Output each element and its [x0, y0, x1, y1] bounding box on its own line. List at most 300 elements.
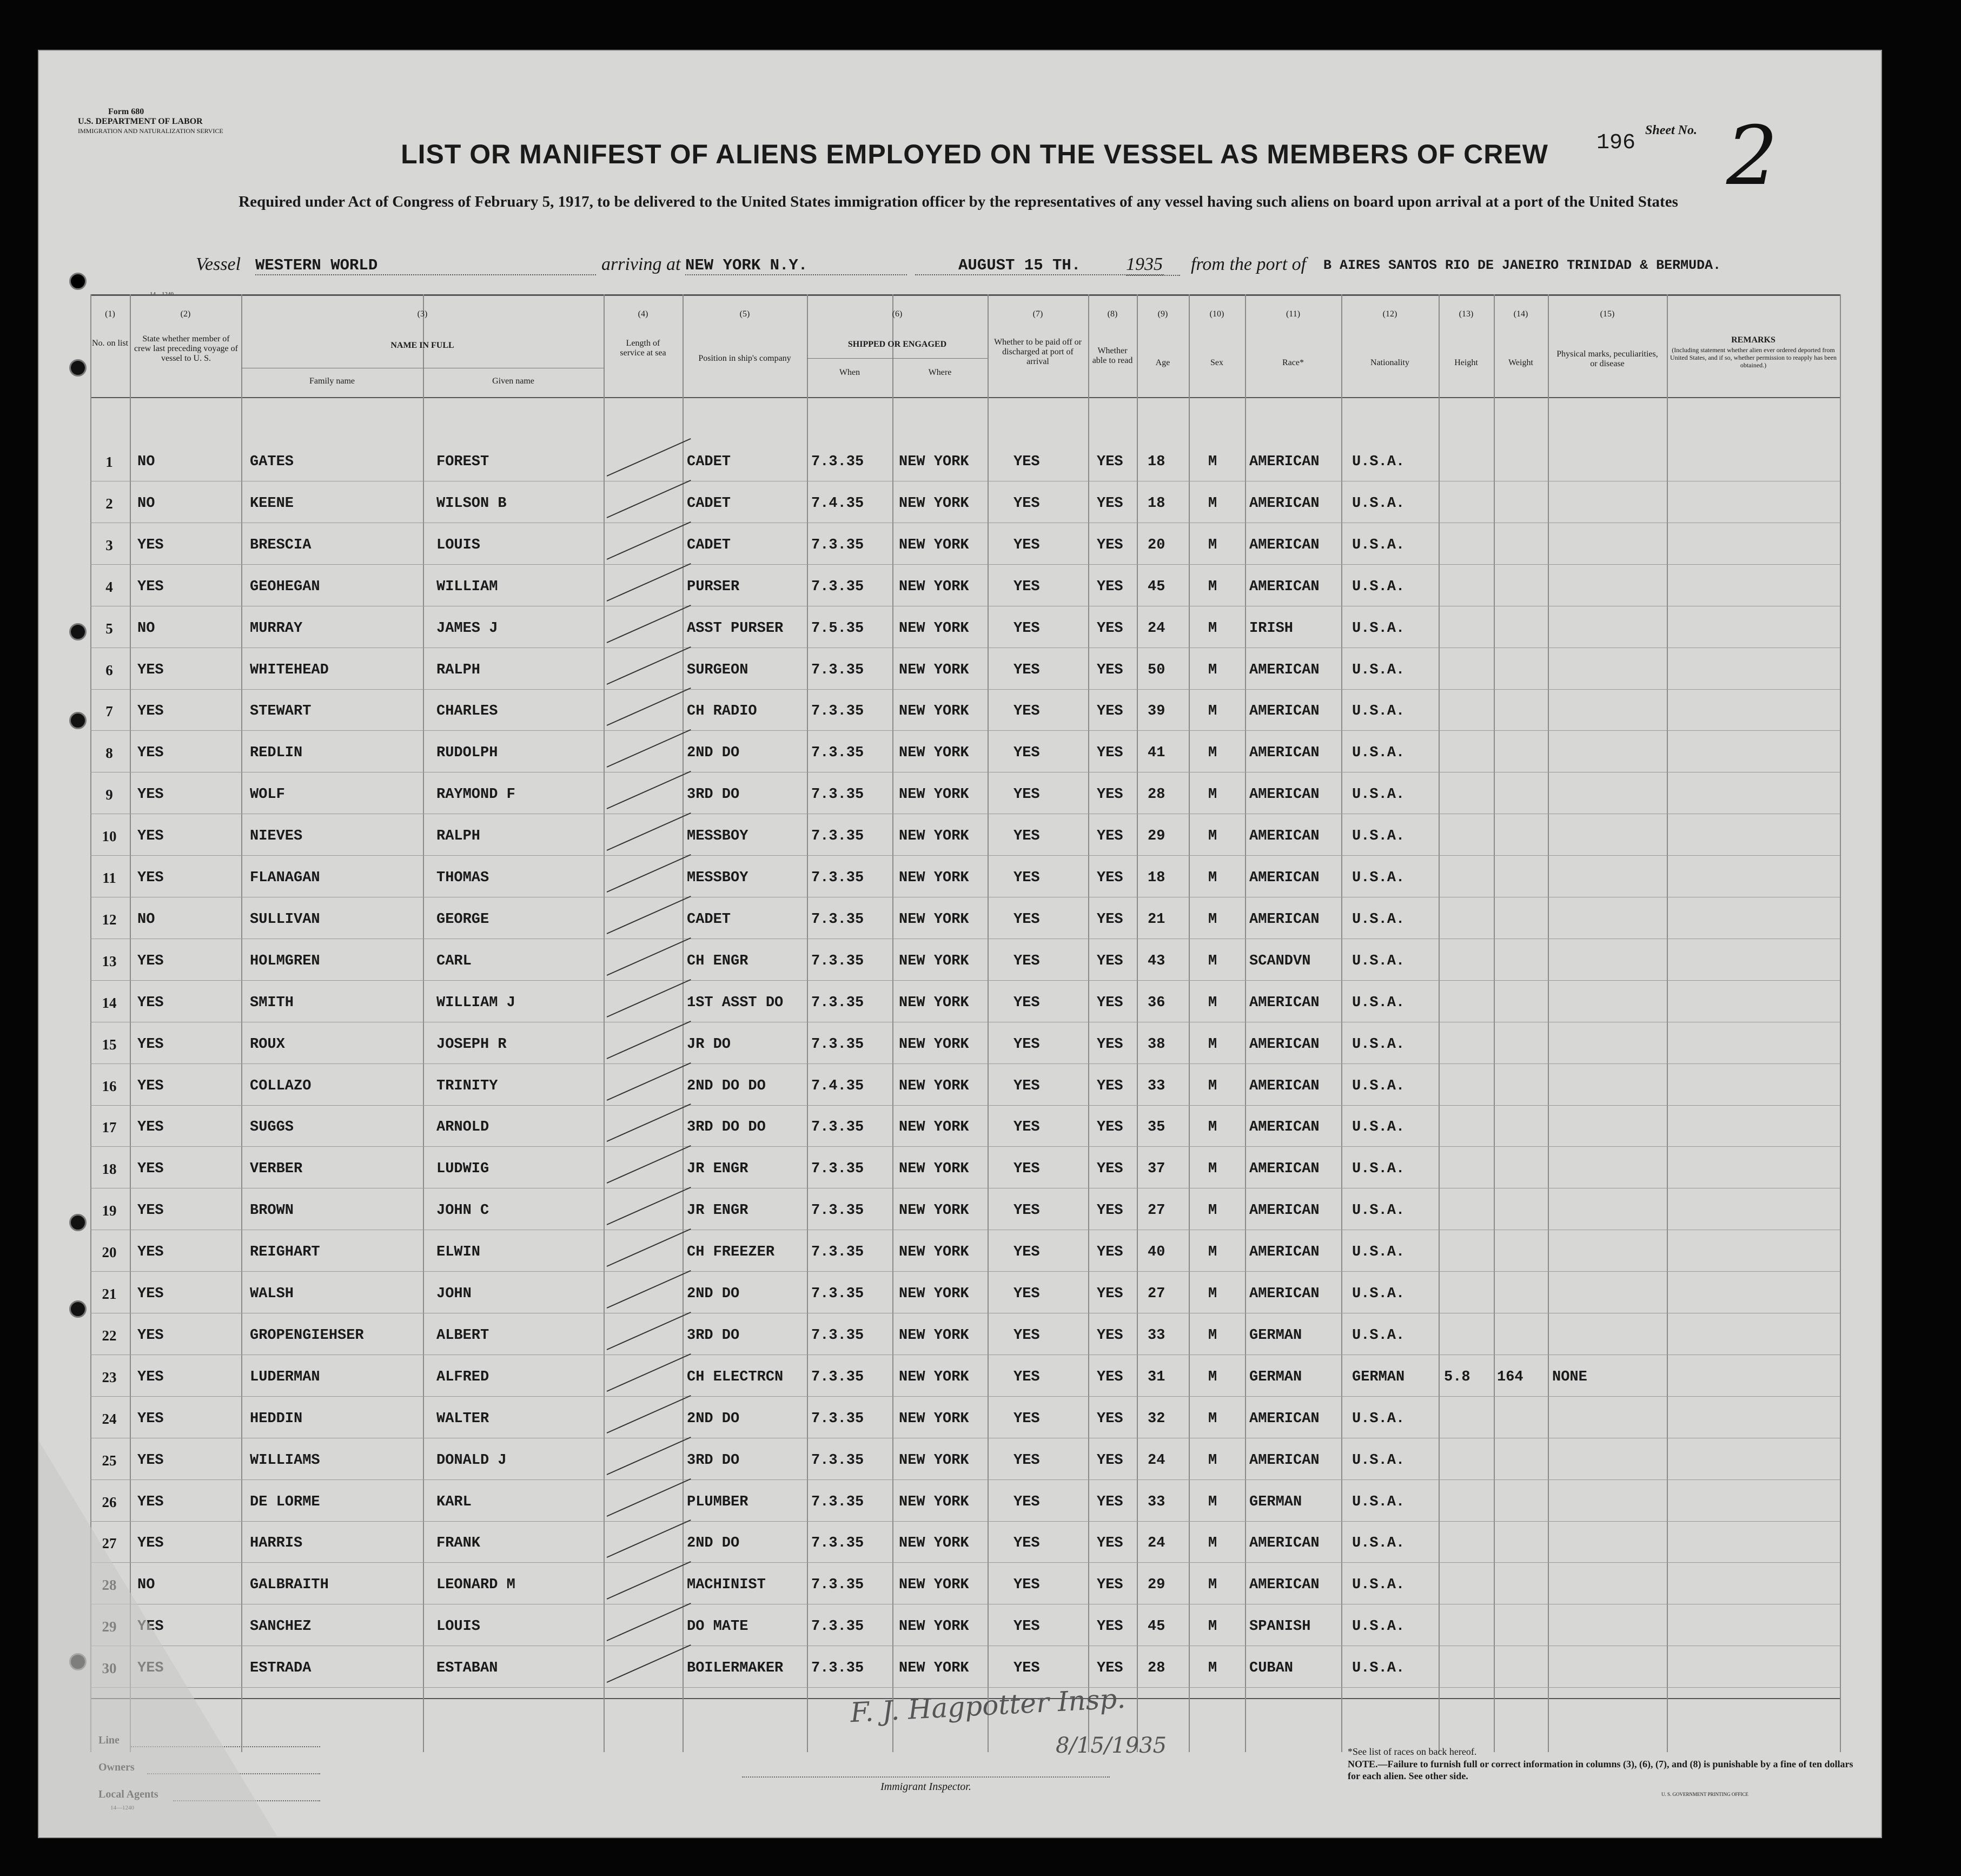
prev-voyage: YES — [137, 1327, 164, 1344]
age: 33 — [1148, 1078, 1165, 1094]
age: 33 — [1148, 1327, 1165, 1344]
position: CADET — [687, 495, 731, 512]
line-label: Line — [98, 1734, 120, 1746]
paid-off: YES — [1013, 1327, 1040, 1344]
prev-voyage: YES — [137, 828, 164, 845]
able-to-read: YES — [1097, 1452, 1123, 1469]
race: GERMAN — [1249, 1327, 1302, 1344]
col-3-num: (3) — [417, 309, 428, 319]
race: IRISH — [1249, 620, 1294, 637]
service-length-slash — [607, 1228, 691, 1267]
col-10-num: (10) — [1209, 309, 1224, 319]
race: AMERICAN — [1249, 703, 1320, 720]
shipped-where: NEW YORK — [899, 1161, 969, 1178]
family-name: KEENE — [250, 495, 294, 512]
row-number: 12 — [102, 911, 117, 928]
row-number: 30 — [102, 1660, 117, 1677]
age: 24 — [1148, 1535, 1165, 1552]
punch-hole — [69, 273, 87, 290]
shipped-subhead-rule — [807, 358, 988, 359]
vessel-name: WESTERN WORLD — [255, 256, 596, 275]
col-4-num: (4) — [638, 309, 648, 319]
position: PURSER — [687, 578, 740, 595]
shipped-when: 7.3.35 — [811, 1577, 864, 1594]
position: MESSBOY — [687, 828, 748, 845]
nationality: U.S.A. — [1352, 1660, 1405, 1677]
service-length-slash — [607, 937, 691, 976]
col-1-header: No. on list — [91, 339, 129, 348]
able-to-read: YES — [1097, 1660, 1123, 1677]
race: AMERICAN — [1249, 994, 1320, 1011]
position: 3RD DO — [687, 1327, 740, 1344]
nationality: U.S.A. — [1352, 1577, 1405, 1594]
departure-ports: B AIRES SANTOS RIO DE JANEIRO TRINIDAD & BERMUDA. — [1323, 257, 1721, 273]
service-length-slash — [607, 605, 691, 643]
col-4-header: Length of service at sea — [620, 339, 666, 358]
shipped-where: NEW YORK — [899, 1286, 969, 1302]
able-to-read: YES — [1097, 1161, 1123, 1178]
shipped-when: 7.3.35 — [811, 1161, 864, 1178]
shipped-when: 7.3.35 — [811, 828, 864, 845]
shipped-where: NEW YORK — [899, 1494, 969, 1510]
shipped-where: NEW YORK — [899, 870, 969, 886]
age: 20 — [1148, 537, 1165, 553]
age: 29 — [1148, 828, 1165, 845]
able-to-read: YES — [1097, 1369, 1123, 1385]
col-8-header: Whether able to read — [1092, 346, 1133, 365]
row-number: 9 — [105, 787, 113, 803]
col-15-header: Physical marks, peculiarities, or disease — [1556, 349, 1658, 368]
family-name: HOLMGREN — [250, 953, 320, 969]
paid-off: YES — [1013, 787, 1040, 803]
paid-off: YES — [1013, 1078, 1040, 1094]
page-title: LIST OR MANIFEST OF ALIENS EMPLOYED ON THE VESSEL AS MEMBERS OF CREW — [401, 139, 1548, 169]
age: 27 — [1148, 1203, 1165, 1219]
form-number: Form 680 — [108, 107, 144, 116]
paid-off: YES — [1013, 870, 1040, 886]
shipped-when: 7.3.35 — [811, 1535, 864, 1552]
row-rule — [90, 855, 1840, 856]
position: JR ENGR — [687, 1203, 748, 1219]
given-name: CHARLES — [436, 703, 498, 720]
prev-voyage: YES — [137, 1619, 164, 1635]
footer-form-code: 14—1240 — [110, 1805, 134, 1811]
punch-hole — [69, 1214, 87, 1231]
remarks-header: REMARKS — [1731, 335, 1776, 345]
shipped-when: 7.3.35 — [811, 1619, 864, 1635]
able-to-read: YES — [1097, 662, 1123, 678]
row-rule — [90, 1146, 1840, 1147]
row-number: 7 — [105, 703, 113, 720]
shipped-when: 7.3.35 — [811, 1660, 864, 1677]
prev-voyage: YES — [137, 1119, 164, 1136]
prev-voyage: YES — [137, 1494, 164, 1510]
paid-off: YES — [1013, 703, 1040, 720]
given-name: RUDOLPH — [436, 745, 498, 762]
position: CH ENGR — [687, 953, 748, 969]
service-length-slash — [607, 563, 691, 602]
remarks-note: (Including statement whether alien ever ordered deported from United States, and if so, whether permission to reapply has been obtained.) — [1670, 346, 1837, 369]
shipped-when: 7.3.35 — [811, 1244, 864, 1261]
race: AMERICAN — [1249, 1119, 1320, 1136]
position: CH FREEZER — [687, 1244, 775, 1261]
paid-off: YES — [1013, 1494, 1040, 1510]
shipped-where: NEW YORK — [899, 1036, 969, 1053]
race: AMERICAN — [1249, 828, 1320, 845]
given-name: RAYMOND F — [436, 787, 515, 803]
family-name: HEDDIN — [250, 1410, 303, 1427]
weight: 164 — [1497, 1369, 1523, 1385]
race: AMERICAN — [1249, 1452, 1320, 1469]
given-name: JAMES J — [436, 620, 498, 637]
row-number: 29 — [102, 1619, 117, 1635]
family-name: GATES — [250, 454, 294, 470]
col-5-num: (5) — [739, 309, 750, 319]
prev-voyage: YES — [137, 537, 164, 553]
table-top-rule — [90, 294, 1840, 296]
service-length-slash — [607, 1187, 691, 1225]
given-name: LOUIS — [436, 1619, 481, 1635]
department-label: U.S. DEPARTMENT OF LABOR — [78, 117, 203, 126]
nationality: U.S.A. — [1352, 828, 1405, 845]
inspector-label: Immigrant Inspector. — [880, 1781, 971, 1793]
race: AMERICAN — [1249, 1161, 1320, 1178]
family-name: HARRIS — [250, 1535, 303, 1552]
col-6-when-header: When — [839, 368, 860, 377]
row-number: 18 — [102, 1161, 117, 1178]
paid-off: YES — [1013, 994, 1040, 1011]
col-12-num: (12) — [1382, 309, 1397, 319]
family-name: LUDERMAN — [250, 1369, 320, 1385]
family-name: REDLIN — [250, 745, 303, 762]
family-name: REIGHART — [250, 1244, 320, 1261]
given-name: LOUIS — [436, 537, 481, 553]
family-name: BRESCIA — [250, 537, 312, 553]
able-to-read: YES — [1097, 703, 1123, 720]
age: 45 — [1148, 578, 1165, 595]
able-to-read: YES — [1097, 495, 1123, 512]
shipped-when: 7.3.35 — [811, 870, 864, 886]
shipped-when: 7.3.35 — [811, 578, 864, 595]
shipped-when: 7.3.35 — [811, 454, 864, 470]
age: 18 — [1148, 495, 1165, 512]
shipped-where: NEW YORK — [899, 994, 969, 1011]
prev-voyage: YES — [137, 787, 164, 803]
service-length-slash — [607, 521, 691, 560]
prev-voyage: YES — [137, 1369, 164, 1385]
shipped-when: 7.3.35 — [811, 1327, 864, 1344]
given-name: JOHN — [436, 1286, 472, 1302]
col-10-header: Sex — [1210, 358, 1223, 367]
nationality: GERMAN — [1352, 1369, 1405, 1385]
paid-off: YES — [1013, 1203, 1040, 1219]
sex: M — [1208, 1286, 1217, 1302]
able-to-read: YES — [1097, 537, 1123, 553]
row-number: 14 — [102, 994, 117, 1011]
punch-hole — [69, 1300, 87, 1318]
given-name: ALBERT — [436, 1327, 489, 1344]
sex: M — [1208, 1452, 1217, 1469]
sex: M — [1208, 994, 1217, 1011]
nationality: U.S.A. — [1352, 703, 1405, 720]
printer-imprint: U. S. GOVERNMENT PRINTING OFFICE — [1661, 1792, 1748, 1797]
race: AMERICAN — [1249, 662, 1320, 678]
physical-marks: NONE — [1552, 1369, 1587, 1385]
position: 2ND DO — [687, 1535, 740, 1552]
col-1-num: (1) — [105, 309, 115, 319]
position: PLUMBER — [687, 1494, 748, 1510]
shipped-where: NEW YORK — [899, 1244, 969, 1261]
shipped-when: 7.3.35 — [811, 703, 864, 720]
race: AMERICAN — [1249, 1078, 1320, 1094]
prev-voyage: YES — [137, 1286, 164, 1302]
shipped-where: NEW YORK — [899, 1410, 969, 1427]
prev-voyage: YES — [137, 870, 164, 886]
able-to-read: YES — [1097, 787, 1123, 803]
nationality: U.S.A. — [1352, 994, 1405, 1011]
family-name-header: Family name — [309, 376, 355, 386]
paid-off: YES — [1013, 828, 1040, 845]
prev-voyage: YES — [137, 994, 164, 1011]
page-stamp: 196 — [1596, 131, 1636, 155]
position: 2ND DO — [687, 1410, 740, 1427]
age: 28 — [1148, 1660, 1165, 1677]
age: 50 — [1148, 662, 1165, 678]
row-rule — [90, 1479, 1840, 1480]
row-number: 25 — [102, 1452, 117, 1469]
nationality: U.S.A. — [1352, 495, 1405, 512]
paid-off: YES — [1013, 578, 1040, 595]
row-number: 19 — [102, 1203, 117, 1219]
family-name: WALSH — [250, 1286, 294, 1302]
service-length-slash — [607, 1561, 691, 1600]
paid-off: YES — [1013, 662, 1040, 678]
paid-off: YES — [1013, 1535, 1040, 1552]
paid-off: YES — [1013, 1410, 1040, 1427]
sex: M — [1208, 537, 1217, 553]
prev-voyage: YES — [137, 1535, 164, 1552]
given-name: JOSEPH R — [436, 1036, 507, 1053]
family-name: DE LORME — [250, 1494, 320, 1510]
shipped-when: 7.5.35 — [811, 620, 864, 637]
service-label: IMMIGRATION AND NATURALIZATION SERVICE — [78, 127, 223, 135]
service-length-slash — [607, 1104, 691, 1142]
nationality: U.S.A. — [1352, 1119, 1405, 1136]
age: 32 — [1148, 1410, 1165, 1427]
sex: M — [1208, 745, 1217, 762]
prev-voyage: YES — [137, 1660, 164, 1677]
service-length-slash — [607, 813, 691, 851]
prev-voyage: NO — [137, 454, 155, 470]
age: 27 — [1148, 1286, 1165, 1302]
position: CH ELECTRCN — [687, 1369, 784, 1385]
age: 31 — [1148, 1369, 1165, 1385]
col-13-num: (13) — [1459, 309, 1474, 319]
race: AMERICAN — [1249, 870, 1320, 886]
row-number: 11 — [102, 870, 116, 886]
service-length-slash — [607, 1603, 691, 1641]
nationality: U.S.A. — [1352, 787, 1405, 803]
given-name: RALPH — [436, 828, 481, 845]
sex: M — [1208, 1036, 1217, 1053]
col-11-header: Race* — [1282, 358, 1304, 367]
shipped-when: 7.3.35 — [811, 745, 864, 762]
able-to-read: YES — [1097, 911, 1123, 928]
col-9-num: (9) — [1157, 309, 1168, 319]
nationality: U.S.A. — [1352, 745, 1405, 762]
given-name: FOREST — [436, 454, 489, 470]
given-name: WILLIAM J — [436, 994, 515, 1011]
punch-hole — [69, 359, 87, 376]
shipped-where: NEW YORK — [899, 1452, 969, 1469]
prev-voyage: NO — [137, 495, 155, 512]
service-length-slash — [607, 1478, 691, 1516]
given-name: WILSON B — [436, 495, 507, 512]
position: DO MATE — [687, 1619, 748, 1635]
age: 38 — [1148, 1036, 1165, 1053]
given-name: ALFRED — [436, 1369, 489, 1385]
able-to-read: YES — [1097, 1119, 1123, 1136]
row-number: 3 — [105, 537, 113, 553]
sex: M — [1208, 1327, 1217, 1344]
family-name: NIEVES — [250, 828, 303, 845]
sex: M — [1208, 1535, 1217, 1552]
age: 36 — [1148, 994, 1165, 1011]
service-length-slash — [607, 480, 691, 518]
shipped-where: NEW YORK — [899, 454, 969, 470]
row-rule — [90, 1105, 1840, 1106]
able-to-read: YES — [1097, 1577, 1123, 1594]
family-name: BROWN — [250, 1203, 294, 1219]
col-13-header: Height — [1454, 358, 1478, 367]
prev-voyage: YES — [137, 1410, 164, 1427]
race: AMERICAN — [1249, 911, 1320, 928]
given-name: RALPH — [436, 662, 481, 678]
row-number: 26 — [102, 1494, 117, 1510]
row-rule — [90, 1521, 1840, 1522]
signature-date: 8/15/1935 — [1056, 1733, 1167, 1758]
family-name: FLANAGAN — [250, 870, 320, 886]
shipped-where: NEW YORK — [899, 1078, 969, 1094]
nationality: U.S.A. — [1352, 911, 1405, 928]
race: GERMAN — [1249, 1494, 1302, 1510]
race: AMERICAN — [1249, 1535, 1320, 1552]
sex: M — [1208, 1161, 1217, 1178]
shipped-where: NEW YORK — [899, 1660, 969, 1677]
race: SCANDVN — [1249, 953, 1311, 969]
row-number: 10 — [102, 828, 117, 845]
race: SPANISH — [1249, 1619, 1311, 1635]
position: 3RD DO — [687, 1452, 740, 1469]
sex: M — [1208, 1660, 1217, 1677]
nationality: U.S.A. — [1352, 1078, 1405, 1094]
row-number: 1 — [105, 454, 113, 470]
shipped-when: 7.4.35 — [811, 495, 864, 512]
punch-hole — [69, 712, 87, 729]
sex: M — [1208, 1119, 1217, 1136]
position: MESSBOY — [687, 870, 748, 886]
shipped-where: NEW YORK — [899, 911, 969, 928]
shipped-when: 7.3.35 — [811, 1452, 864, 1469]
sex: M — [1208, 828, 1217, 845]
age: 24 — [1148, 620, 1165, 637]
position: CADET — [687, 911, 731, 928]
able-to-read: YES — [1097, 994, 1123, 1011]
table-header-rule — [90, 397, 1840, 398]
shipped-where: NEW YORK — [899, 787, 969, 803]
prev-voyage: YES — [137, 1161, 164, 1178]
paid-off: YES — [1013, 1036, 1040, 1053]
row-number: 17 — [102, 1119, 117, 1136]
family-name: SMITH — [250, 994, 294, 1011]
service-length-slash — [607, 1395, 691, 1434]
family-name: MURRAY — [250, 620, 303, 637]
given-name: ESTABAN — [436, 1660, 498, 1677]
shipped-where: NEW YORK — [899, 662, 969, 678]
nationality: U.S.A. — [1352, 1452, 1405, 1469]
prev-voyage: NO — [137, 620, 155, 637]
given-name-header: Given name — [492, 376, 534, 386]
shipped-where: NEW YORK — [899, 1535, 969, 1552]
prev-voyage: YES — [137, 662, 164, 678]
row-number: 15 — [102, 1036, 117, 1053]
col-8-num: (8) — [1107, 309, 1118, 319]
sex: M — [1208, 662, 1217, 678]
position: 2ND DO — [687, 1286, 740, 1302]
row-number: 24 — [102, 1410, 117, 1427]
shipped-when: 7.3.35 — [811, 1286, 864, 1302]
owners-label: Owners — [98, 1761, 135, 1773]
age: 45 — [1148, 1619, 1165, 1635]
paid-off: YES — [1013, 454, 1040, 470]
sex: M — [1208, 703, 1217, 720]
family-name: WILLIAMS — [250, 1452, 320, 1469]
paid-off: YES — [1013, 1660, 1040, 1677]
age: 28 — [1148, 787, 1165, 803]
vessel-label: Vessel — [196, 254, 241, 274]
nationality: U.S.A. — [1352, 578, 1405, 595]
service-length-slash — [607, 1062, 691, 1100]
nationality: U.S.A. — [1352, 1494, 1405, 1510]
sex: M — [1208, 620, 1217, 637]
arrival-year: 1935 — [1126, 254, 1180, 276]
given-name: TRINITY — [436, 1078, 498, 1094]
nationality: U.S.A. — [1352, 1327, 1405, 1344]
col-6-where-header: Where — [928, 368, 952, 377]
service-length-slash — [607, 729, 691, 768]
family-name: STEWART — [250, 703, 312, 720]
page-subtitle: Required under Act of Congress of February 5, 1917, to be delivered to the United States immigration officer by the representatives of any vessel having such aliens on board upon arrival at a port of the United States — [239, 193, 1678, 210]
able-to-read: YES — [1097, 828, 1123, 845]
shipped-when: 7.3.35 — [811, 953, 864, 969]
able-to-read: YES — [1097, 1410, 1123, 1427]
family-name: VERBER — [250, 1161, 303, 1178]
position: BOILERMAKER — [687, 1660, 784, 1677]
row-number: 27 — [102, 1535, 117, 1552]
arriving-label: arriving at — [601, 254, 681, 274]
able-to-read: YES — [1097, 578, 1123, 595]
row-rule — [90, 1271, 1840, 1272]
shipped-where: NEW YORK — [899, 1619, 969, 1635]
prev-voyage: YES — [137, 1452, 164, 1469]
col-5-header: Position in ship's company — [698, 354, 791, 363]
service-length-slash — [607, 896, 691, 934]
position: CADET — [687, 537, 731, 553]
row-rule — [90, 1396, 1840, 1397]
given-name: CARL — [436, 953, 472, 969]
row-rule — [90, 980, 1840, 981]
shipped-where: NEW YORK — [899, 1203, 969, 1219]
